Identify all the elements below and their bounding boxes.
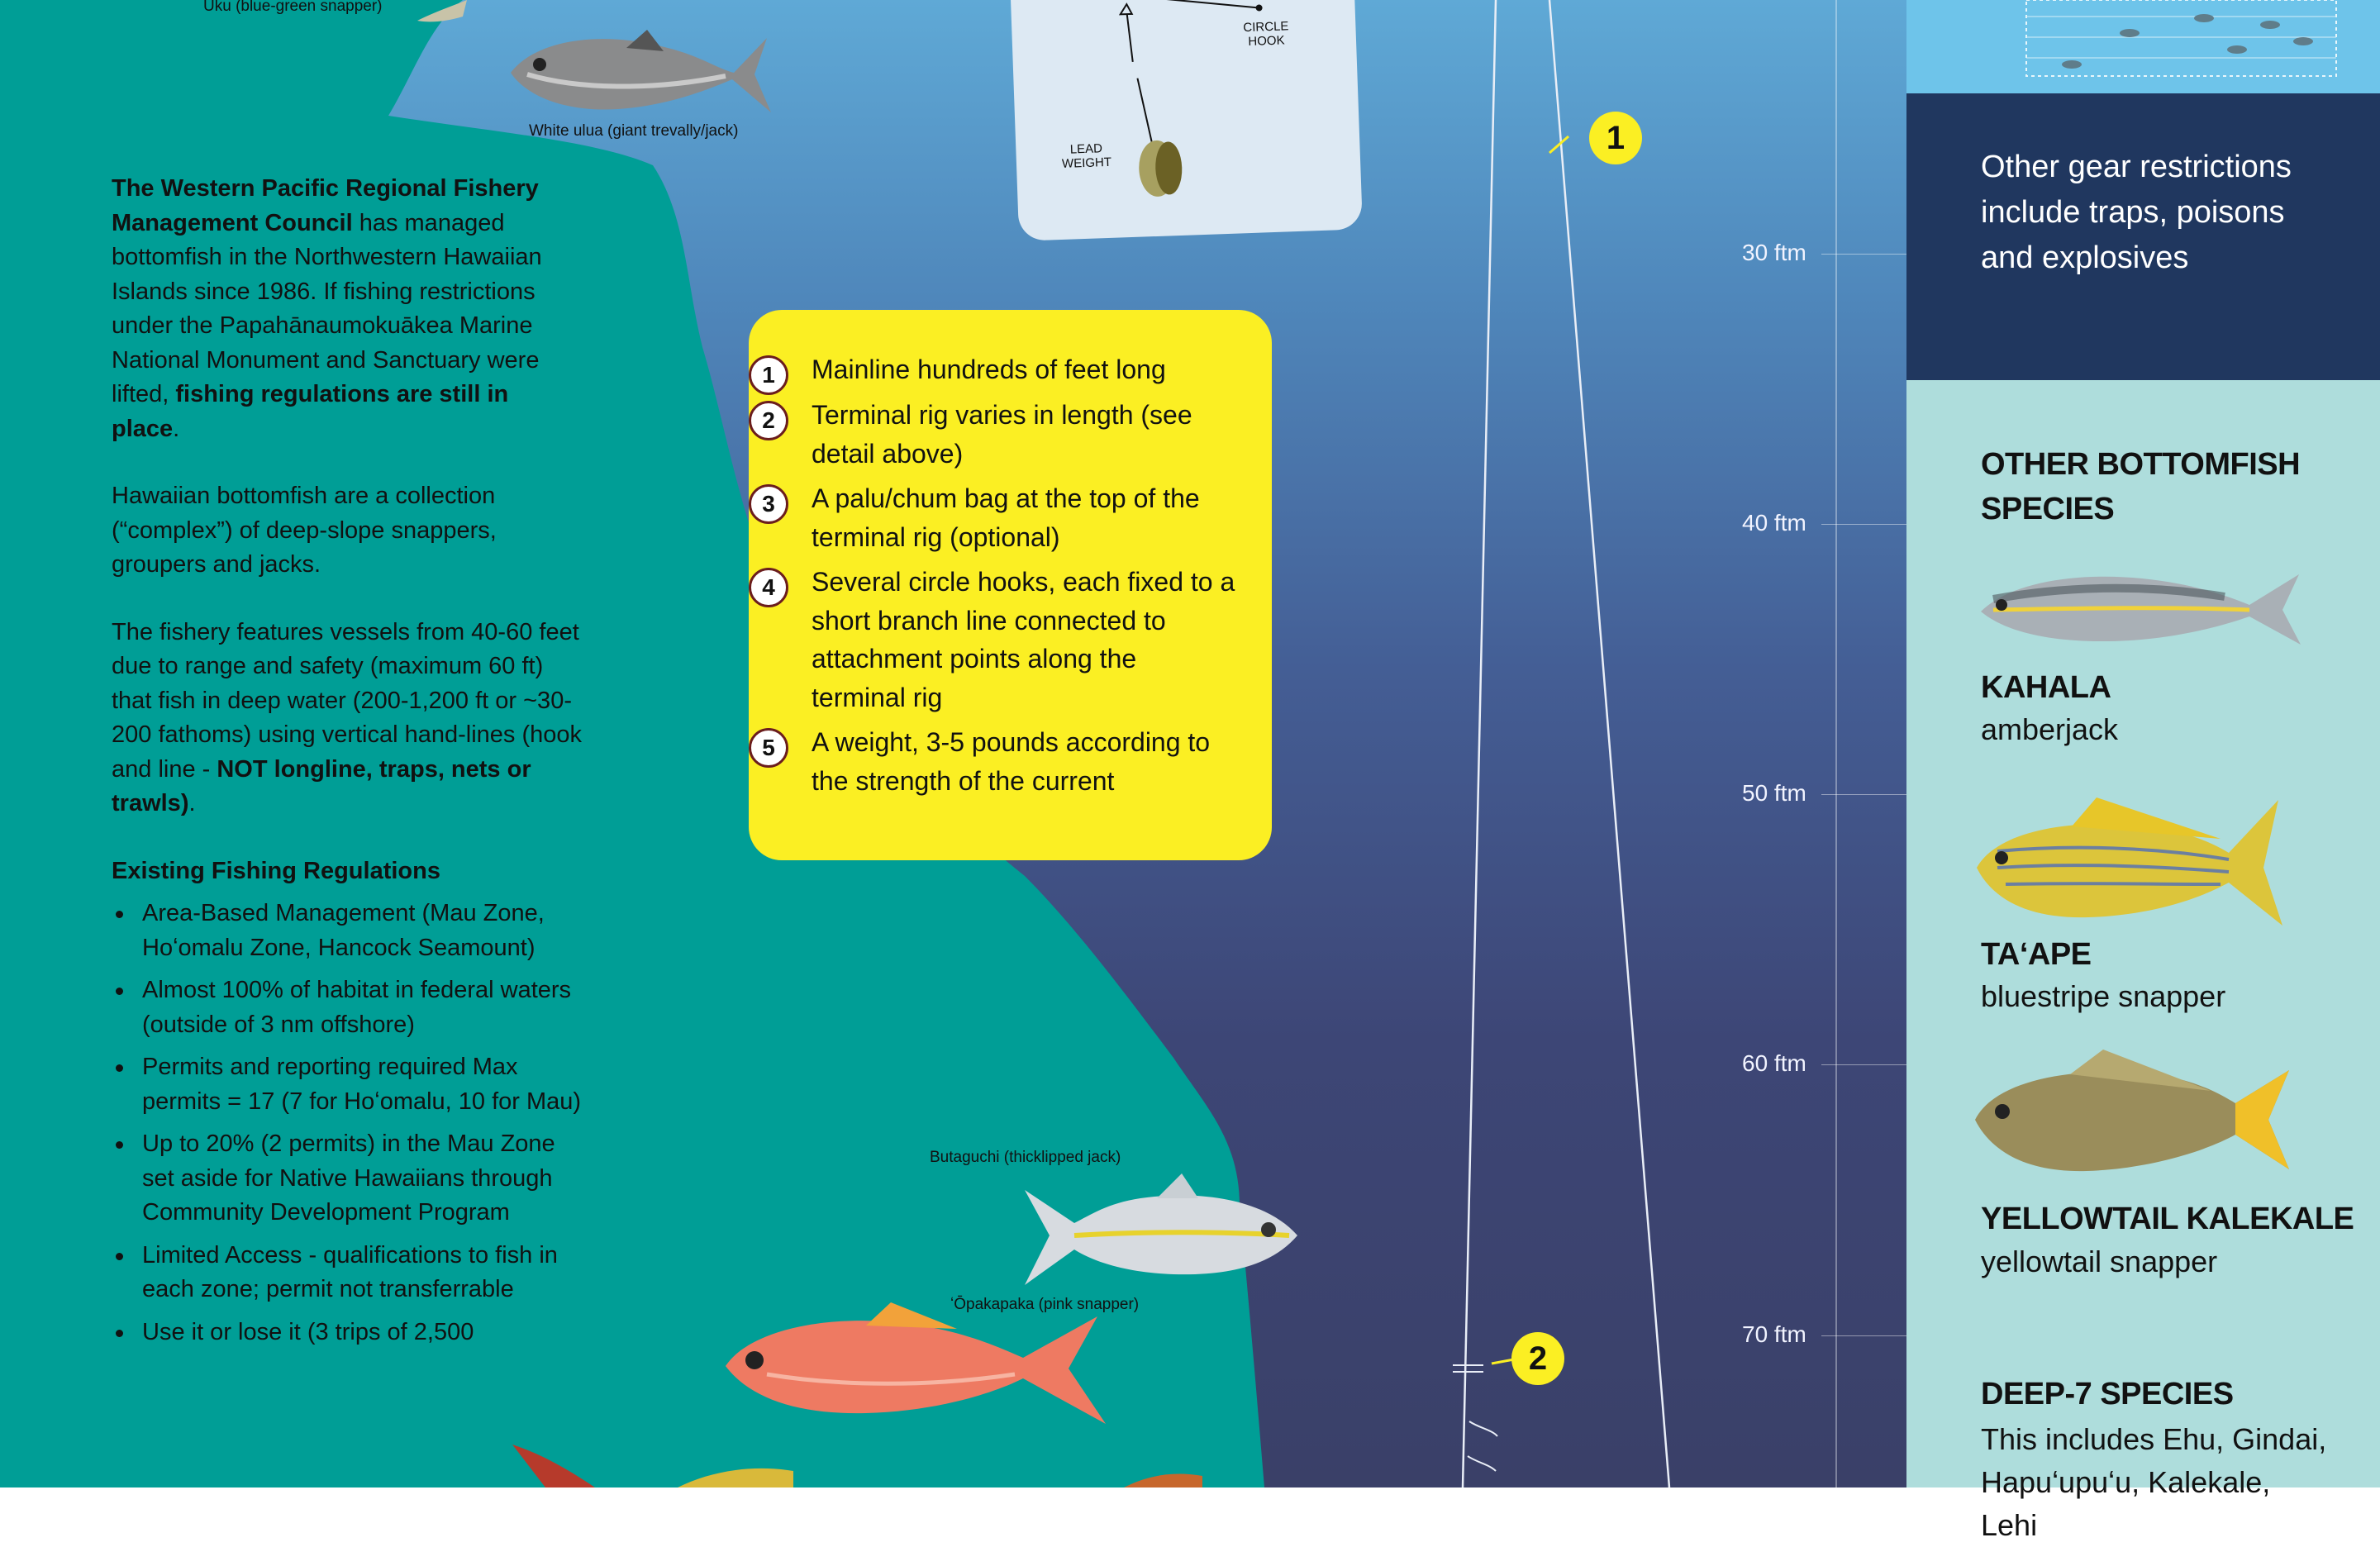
taape-name: TAʻAPE bbox=[1981, 937, 2092, 972]
yellowtail-kalekale-name: YELLOWTAIL KALEKALE bbox=[1981, 1202, 2354, 1236]
yellowtail-kalekale-fish-illustration bbox=[1971, 1045, 2293, 1194]
intro-paragraph-1 bbox=[112, 172, 583, 446]
intro-paragraph-2: Hawaiian bottomfish are a collection (“complex”) of deep-slope snappers, groupers and jacks. bbox=[112, 483, 497, 578]
terminal-rig-diagram bbox=[1010, 0, 1363, 241]
legend-number-badge: 2 bbox=[749, 401, 788, 440]
regulation-item: Permits and reporting required Max permits = 17 (7 for Hoʻomalu, 10 for Mau) bbox=[112, 1050, 583, 1119]
butaguchi-caption: Butaguchi (thicklipped jack) bbox=[930, 1149, 1121, 1166]
legend-item-2 bbox=[762, 396, 1236, 473]
legend-text: Terminal rig varies in length (see detail above) bbox=[812, 400, 1192, 469]
fishing-rig-legend bbox=[749, 310, 1272, 860]
intro-text-column bbox=[112, 172, 583, 1358]
regulation-item: Limited Access - qualifications to fish in each zone; permit not transferrable bbox=[112, 1239, 583, 1307]
uku-fish-illustration bbox=[413, 0, 471, 25]
depth-scale-axis bbox=[1835, 0, 1837, 1488]
depth-tick bbox=[1821, 1335, 1906, 1336]
partial-fish-illustration bbox=[512, 1445, 603, 1488]
legend-number-badge: 3 bbox=[749, 484, 788, 524]
uku-caption: Uku (blue-green snapper) bbox=[203, 0, 383, 15]
depth-tick bbox=[1821, 794, 1906, 795]
legend-item-3 bbox=[762, 479, 1236, 556]
regulations-heading: Existing Fishing Regulations bbox=[112, 857, 440, 884]
legend-item-1 bbox=[762, 350, 1236, 389]
intro-p3-end: . bbox=[188, 790, 196, 816]
depth-tick bbox=[1821, 254, 1906, 255]
mainline-fishing-line bbox=[1446, 0, 1694, 1488]
butaguchi-fish-illustration bbox=[1016, 1173, 1306, 1297]
other-species-heading: OTHER BOTTOMFISH SPECIES bbox=[1981, 447, 2301, 526]
partial-fish-illustration bbox=[1124, 1471, 1207, 1488]
yellowtail-kalekale-common-name: yellowtail snapper bbox=[1981, 1245, 2218, 1278]
kahala-name: KAHALA bbox=[1981, 670, 2111, 705]
intro-p3-text: The fishery features vessels from 40-60 feet due to range and safety (maximum 60 ft) that fish in deep water (200-1,200 ft or ~30-200 fathoms) using vertical hand-lines (hook and line - bbox=[112, 618, 583, 783]
depth-tick bbox=[1821, 524, 1906, 525]
legend-text: Mainline hundreds of feet long bbox=[812, 355, 1166, 384]
legend-text: Several circle hooks, each fixed to a short branch line connected to attachment points along the terminal rig bbox=[812, 567, 1235, 712]
fishing-net-illustration bbox=[1906, 0, 2380, 93]
intro-paragraph-3 bbox=[112, 616, 583, 821]
kahala-common-name: amberjack bbox=[1981, 712, 2119, 746]
depth-label-50: 50 ftm bbox=[1742, 780, 1806, 806]
legend-number-badge: 1 bbox=[749, 355, 788, 395]
regulations-in-place-text: fishing regulations are still in place bbox=[112, 381, 509, 442]
intro-p1-text: has managed bottomfish in the Northwestern Hawaiian Islands since 1986. If fishing restrictions under the Papahānaumokuākea Marine National Monument and Sanctuary were lifted, bbox=[112, 209, 542, 407]
kahala-fish-illustration bbox=[1977, 562, 2303, 653]
legend-item-4 bbox=[762, 563, 1236, 716]
species-sidebar bbox=[1906, 0, 2380, 1542]
gear-restrictions-text: Other gear restrictions include traps, poisons and explosives bbox=[1981, 150, 2292, 275]
depth-label-30: 30 ftm bbox=[1742, 240, 1806, 265]
council-name: The Western Pacific Regional Fishery Management Council bbox=[112, 175, 539, 236]
depth-label-60: 60 ftm bbox=[1742, 1050, 1806, 1076]
deep7-description: This includes Ehu, Gindai, Hapuʻupuʻu, Kalekale, Lehi bbox=[1981, 1422, 2327, 1542]
gear-restrictions-panel bbox=[1906, 93, 2380, 380]
depth-label-70: 70 ftm bbox=[1742, 1321, 1806, 1347]
regulation-item: Up to 20% (2 permits) in the Mau Zone set aside for Native Hawaiians through Community Development Program bbox=[112, 1127, 583, 1230]
regulation-item: Use it or lose it (3 trips of 2,500 bbox=[112, 1316, 583, 1350]
legend-text: A palu/chum bag at the top of the terminal rig (optional) bbox=[812, 483, 1200, 552]
legend-number-badge: 4 bbox=[749, 568, 788, 607]
circle-hook-label: CIRCLE HOOK bbox=[1243, 19, 1289, 49]
lead-weight-label: LEAD WEIGHT bbox=[1061, 141, 1112, 171]
regulation-item: Almost 100% of habitat in federal waters (outside of 3 nm offshore) bbox=[112, 973, 583, 1042]
legend-item-5 bbox=[762, 723, 1236, 800]
not-longline-text: NOT longline, traps, nets or trawls) bbox=[112, 755, 531, 816]
net-illustration-panel bbox=[1906, 0, 2380, 93]
partial-fish-illustration bbox=[678, 1463, 802, 1488]
legend-text: A weight, 3-5 pounds according to the strength of the current bbox=[812, 727, 1211, 796]
opakapaka-fish-illustration bbox=[717, 1296, 1114, 1432]
intro-p1-end: . bbox=[173, 415, 180, 442]
deep7-heading: DEEP-7 SPECIES bbox=[1981, 1377, 2234, 1411]
depth-tick bbox=[1821, 1064, 1906, 1065]
terminal-rig-detail-card bbox=[1010, 0, 1363, 241]
callout-2-badge: 2 bbox=[1511, 1332, 1564, 1385]
regulation-item: Area-Based Management (Mau Zone, Hoʻomalu Zone, Hancock Seamount) bbox=[112, 897, 583, 965]
opakapaka-caption: ʻŌpakapaka (pink snapper) bbox=[950, 1296, 1140, 1313]
depth-label-40: 40 ftm bbox=[1742, 510, 1806, 536]
white-ulua-caption: White ulua (giant trevally/jack) bbox=[529, 122, 739, 140]
legend-number-badge: 5 bbox=[749, 728, 788, 768]
white-ulua-fish-illustration bbox=[502, 23, 775, 119]
taape-fish-illustration bbox=[1973, 793, 2287, 938]
callout-1-badge: 1 bbox=[1589, 112, 1642, 164]
regulations-list bbox=[112, 897, 583, 1349]
taape-common-name: bluestripe snapper bbox=[1981, 979, 2226, 1013]
